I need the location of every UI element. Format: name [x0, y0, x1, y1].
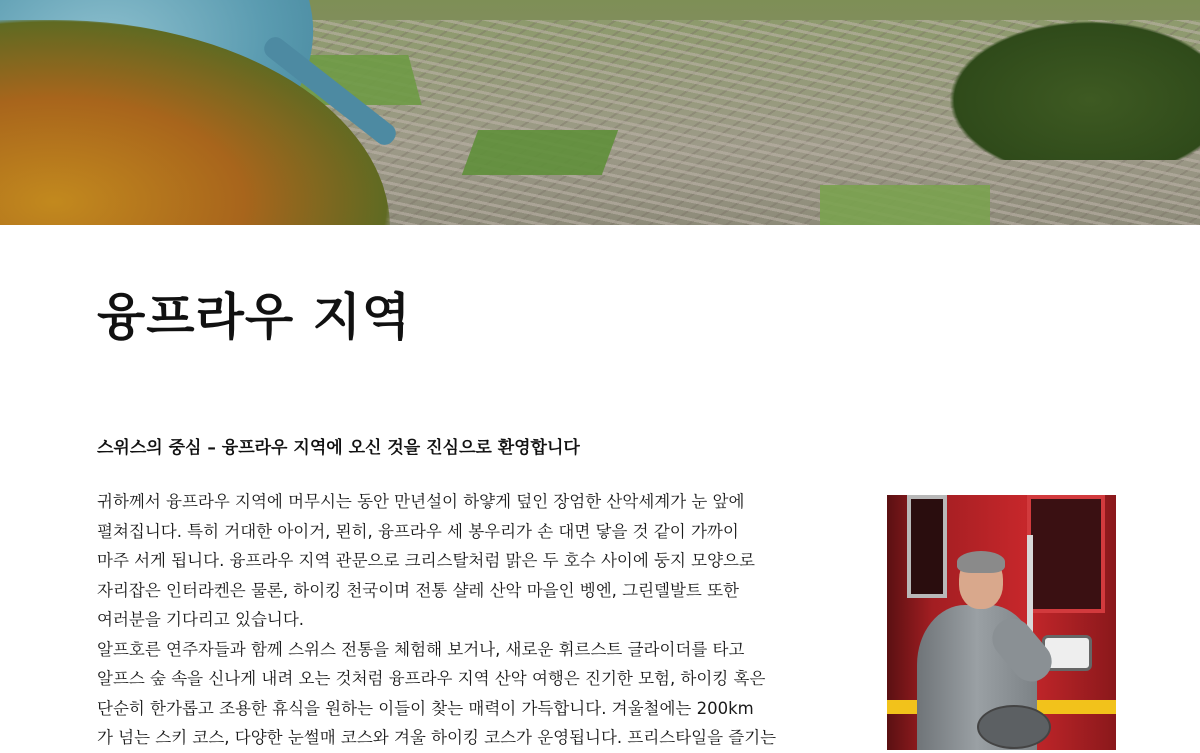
- hat: [977, 705, 1051, 749]
- body-line: 알프스 숲 속을 신나게 내려 오는 것처럼 융프라우 지역 산악 여행은 진기한 모험, 하이킹 혹은: [97, 669, 766, 688]
- hero-photo: [0, 0, 1200, 225]
- forested-hill: [930, 10, 1200, 160]
- body-line: 단순히 한가롭고 조용한 휴식을 원하는 이들이 찾는 매력이 가득합니다. 겨울철에는 200km: [97, 698, 754, 718]
- body-line: 여러분을 기다리고 있습니다.: [97, 610, 305, 629]
- body-line: 마주 서게 됩니다. 융프라우 지역 관문으로 크리스탈처럼 맑은 두 호수 사이에 둥지 모양으로: [97, 551, 755, 570]
- field: [462, 130, 618, 175]
- field: [820, 185, 990, 225]
- body-line: 가 넘는 스키 코스, 다양한 눈썰매 코스와 겨울 하이킹 코스가 운영됩니다. 프리스타일을 즐기는: [97, 728, 777, 747]
- body-line: 귀하께서 융프라우 지역에 머무시는 동안 만년설이 하얗게 덮인 장엄한 산악세계가 눈 앞에: [97, 492, 745, 511]
- page-subtitle: 스위스의 중심 – 융프라우 지역에 오신 것을 진심으로 환영합니다: [97, 438, 580, 458]
- guide-person: [907, 555, 1047, 750]
- body-text: [97, 487, 857, 753]
- body-line: 알프호른 연주자들과 함께 스위스 전통을 체험해 보거나, 새로운 휘르스트 글라이더를 타고: [97, 639, 745, 659]
- body-line: 펼쳐집니다. 특히 거대한 아이거, 묀히, 융프라우 세 봉우리가 손 대면 닿을 것 같이 가까이: [97, 521, 739, 541]
- hair: [957, 551, 1005, 573]
- guide-train-photo: [887, 495, 1116, 750]
- page-title: 융프라우 지역: [97, 288, 412, 346]
- body-line: 자리잡은 인터라켄은 물론, 하이킹 천국이며 전통 샬레 산악 마을인 벵엔, 그린델발트 또한: [97, 580, 739, 600]
